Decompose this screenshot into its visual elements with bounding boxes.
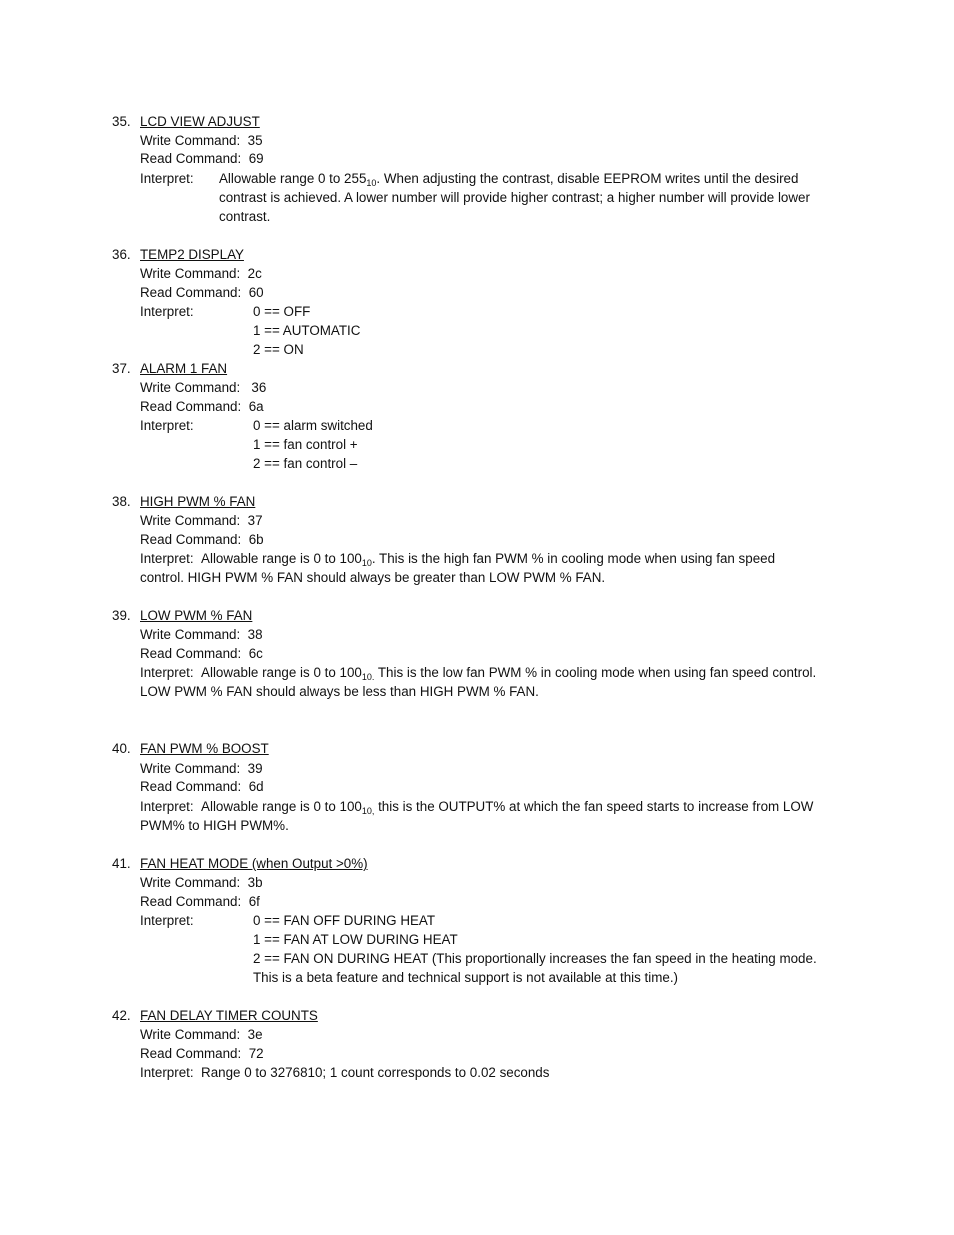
write-value: 2c: [247, 266, 262, 281]
read-value: 6f: [248, 894, 260, 909]
option-1: 1 == fan control +: [253, 437, 358, 452]
write-label: Write Command:: [140, 380, 241, 395]
item-number: 37.: [112, 361, 131, 376]
read-value: 60: [248, 285, 264, 300]
read-value: 6c: [248, 646, 263, 661]
write-label: Write Command:: [140, 627, 241, 642]
interpret-label: Interpret:: [140, 1065, 194, 1080]
interpret-text: . This is the high fan PWM % in cooling mode when using fan speed: [371, 551, 776, 566]
interpret-text: Allowable range 0 to 255: [219, 171, 367, 186]
item-number: 35.: [112, 114, 131, 129]
write-command: [140, 378, 266, 397]
interpret-label: Interpret:: [140, 665, 194, 680]
item-title: FAN HEAT MODE (when Output >0%): [140, 856, 368, 871]
option-0: 0 == FAN OFF DURING HEAT: [253, 913, 436, 928]
item-number: 38.: [112, 494, 131, 509]
read-command: [140, 283, 264, 302]
option-1: 1 == FAN AT LOW DURING HEAT: [253, 932, 458, 947]
interpret-label: Interpret:: [140, 418, 194, 433]
subscript: 10: [361, 558, 372, 568]
interpret-label: Interpret:: [140, 799, 194, 814]
write-value: 39: [247, 761, 263, 776]
item-title: FAN PWM % BOOST: [140, 741, 269, 756]
interpret-line-2: LOW PWM % FAN should always be less than HIGH PWM % FAN.: [140, 684, 539, 699]
item-title: FAN DELAY TIMER COUNTS: [140, 1008, 318, 1023]
interpret-text: Allowable range is 0 to 100: [201, 551, 362, 566]
read-value: 6b: [248, 532, 264, 547]
write-label: Write Command:: [140, 266, 241, 281]
interpret-text: Allowable range is 0 to 100: [201, 665, 362, 680]
read-command: [140, 149, 264, 168]
write-value: 3e: [247, 1027, 263, 1042]
write-label: Write Command:: [140, 875, 241, 890]
write-value: 36: [251, 380, 267, 395]
read-command: [140, 530, 264, 549]
option-0: 0 == alarm switched: [253, 418, 373, 433]
interpret-line-1: [140, 1063, 549, 1082]
read-label: Read Command:: [140, 399, 242, 414]
item-number: 42.: [112, 1008, 131, 1023]
write-value: 35: [247, 133, 263, 148]
interpret-line-1: [140, 663, 816, 684]
interpret-line-1: [140, 797, 813, 818]
option-1: 1 == AUTOMATIC: [253, 323, 361, 338]
read-command: [140, 1044, 264, 1063]
write-command: [140, 511, 263, 530]
item-title: HIGH PWM % FAN: [140, 494, 256, 509]
subscript: 10,: [361, 806, 375, 816]
read-value: 72: [248, 1046, 264, 1061]
read-label: Read Command:: [140, 151, 242, 166]
read-label: Read Command:: [140, 1046, 242, 1061]
write-value: 3b: [247, 875, 263, 890]
read-value: 6a: [248, 399, 264, 414]
interpret-line-1: [140, 549, 775, 570]
interpret-text: Allowable range is 0 to 100: [201, 799, 362, 814]
item-title: TEMP2 DISPLAY: [140, 247, 244, 262]
write-command: [140, 1025, 263, 1044]
subscript: 10.: [361, 672, 375, 682]
read-command: [140, 892, 260, 911]
interpret-text: This is the low fan PWM % in cooling mode when using fan speed control.: [374, 665, 817, 680]
read-command: [140, 777, 264, 796]
interpret-text: this is the OUTPUT% at which the fan speed starts to increase from LOW: [374, 799, 814, 814]
read-label: Read Command:: [140, 779, 242, 794]
write-command: [140, 873, 263, 892]
write-command: [140, 131, 263, 150]
item-number: 36.: [112, 247, 131, 262]
read-command: [140, 397, 264, 416]
write-label: Write Command:: [140, 513, 241, 528]
write-value: 37: [247, 513, 263, 528]
interpret-line-2: contrast is achieved. A lower number will provide higher contrast; a higher number will provide lower: [219, 190, 810, 205]
write-label: Write Command:: [140, 133, 241, 148]
interpret-line-1: [219, 169, 798, 190]
read-label: Read Command:: [140, 285, 242, 300]
item-number: 41.: [112, 856, 131, 871]
read-value: 69: [248, 151, 264, 166]
write-command: [140, 625, 263, 644]
write-label: Write Command:: [140, 1027, 241, 1042]
read-label: Read Command:: [140, 894, 242, 909]
read-value: 6d: [248, 779, 264, 794]
interpret-label: Interpret:: [140, 551, 194, 566]
item-number: 39.: [112, 608, 131, 623]
option-2: 2 == fan control –: [253, 456, 358, 471]
interpret-label: Interpret:: [140, 913, 194, 928]
write-command: [140, 759, 263, 778]
interpret-text: . When adjusting the contrast, disable EEPROM writes until the desired: [376, 171, 799, 186]
interpret-label: Interpret:: [140, 171, 194, 186]
read-command: [140, 644, 263, 663]
option-2: 2 == FAN ON DURING HEAT (This proportionally increases the fan speed in the heating mode.: [253, 951, 817, 966]
item-number: 40.: [112, 741, 131, 756]
interpret-line-2: PWM% to HIGH PWM%.: [140, 818, 289, 833]
option-2-continued: This is a beta feature and technical support is not available at this time.): [253, 970, 679, 985]
option-2: 2 == ON: [253, 342, 304, 357]
item-title: LOW PWM % FAN: [140, 608, 253, 623]
item-title: ALARM 1 FAN: [140, 361, 228, 376]
interpret-line-3: contrast.: [219, 209, 271, 224]
interpret-line-2: control. HIGH PWM % FAN should always be greater than LOW PWM % FAN.: [140, 570, 606, 585]
subscript: 10: [366, 178, 377, 188]
write-label: Write Command:: [140, 761, 241, 776]
interpret-label: Interpret:: [140, 304, 194, 319]
write-command: [140, 264, 262, 283]
write-value: 38: [247, 627, 263, 642]
option-0: 0 == OFF: [253, 304, 311, 319]
read-label: Read Command:: [140, 646, 242, 661]
read-label: Read Command:: [140, 532, 242, 547]
item-title: LCD VIEW ADJUST: [140, 114, 260, 129]
interpret-text: Range 0 to 3276810; 1 count corresponds to 0.02 seconds: [201, 1065, 550, 1080]
